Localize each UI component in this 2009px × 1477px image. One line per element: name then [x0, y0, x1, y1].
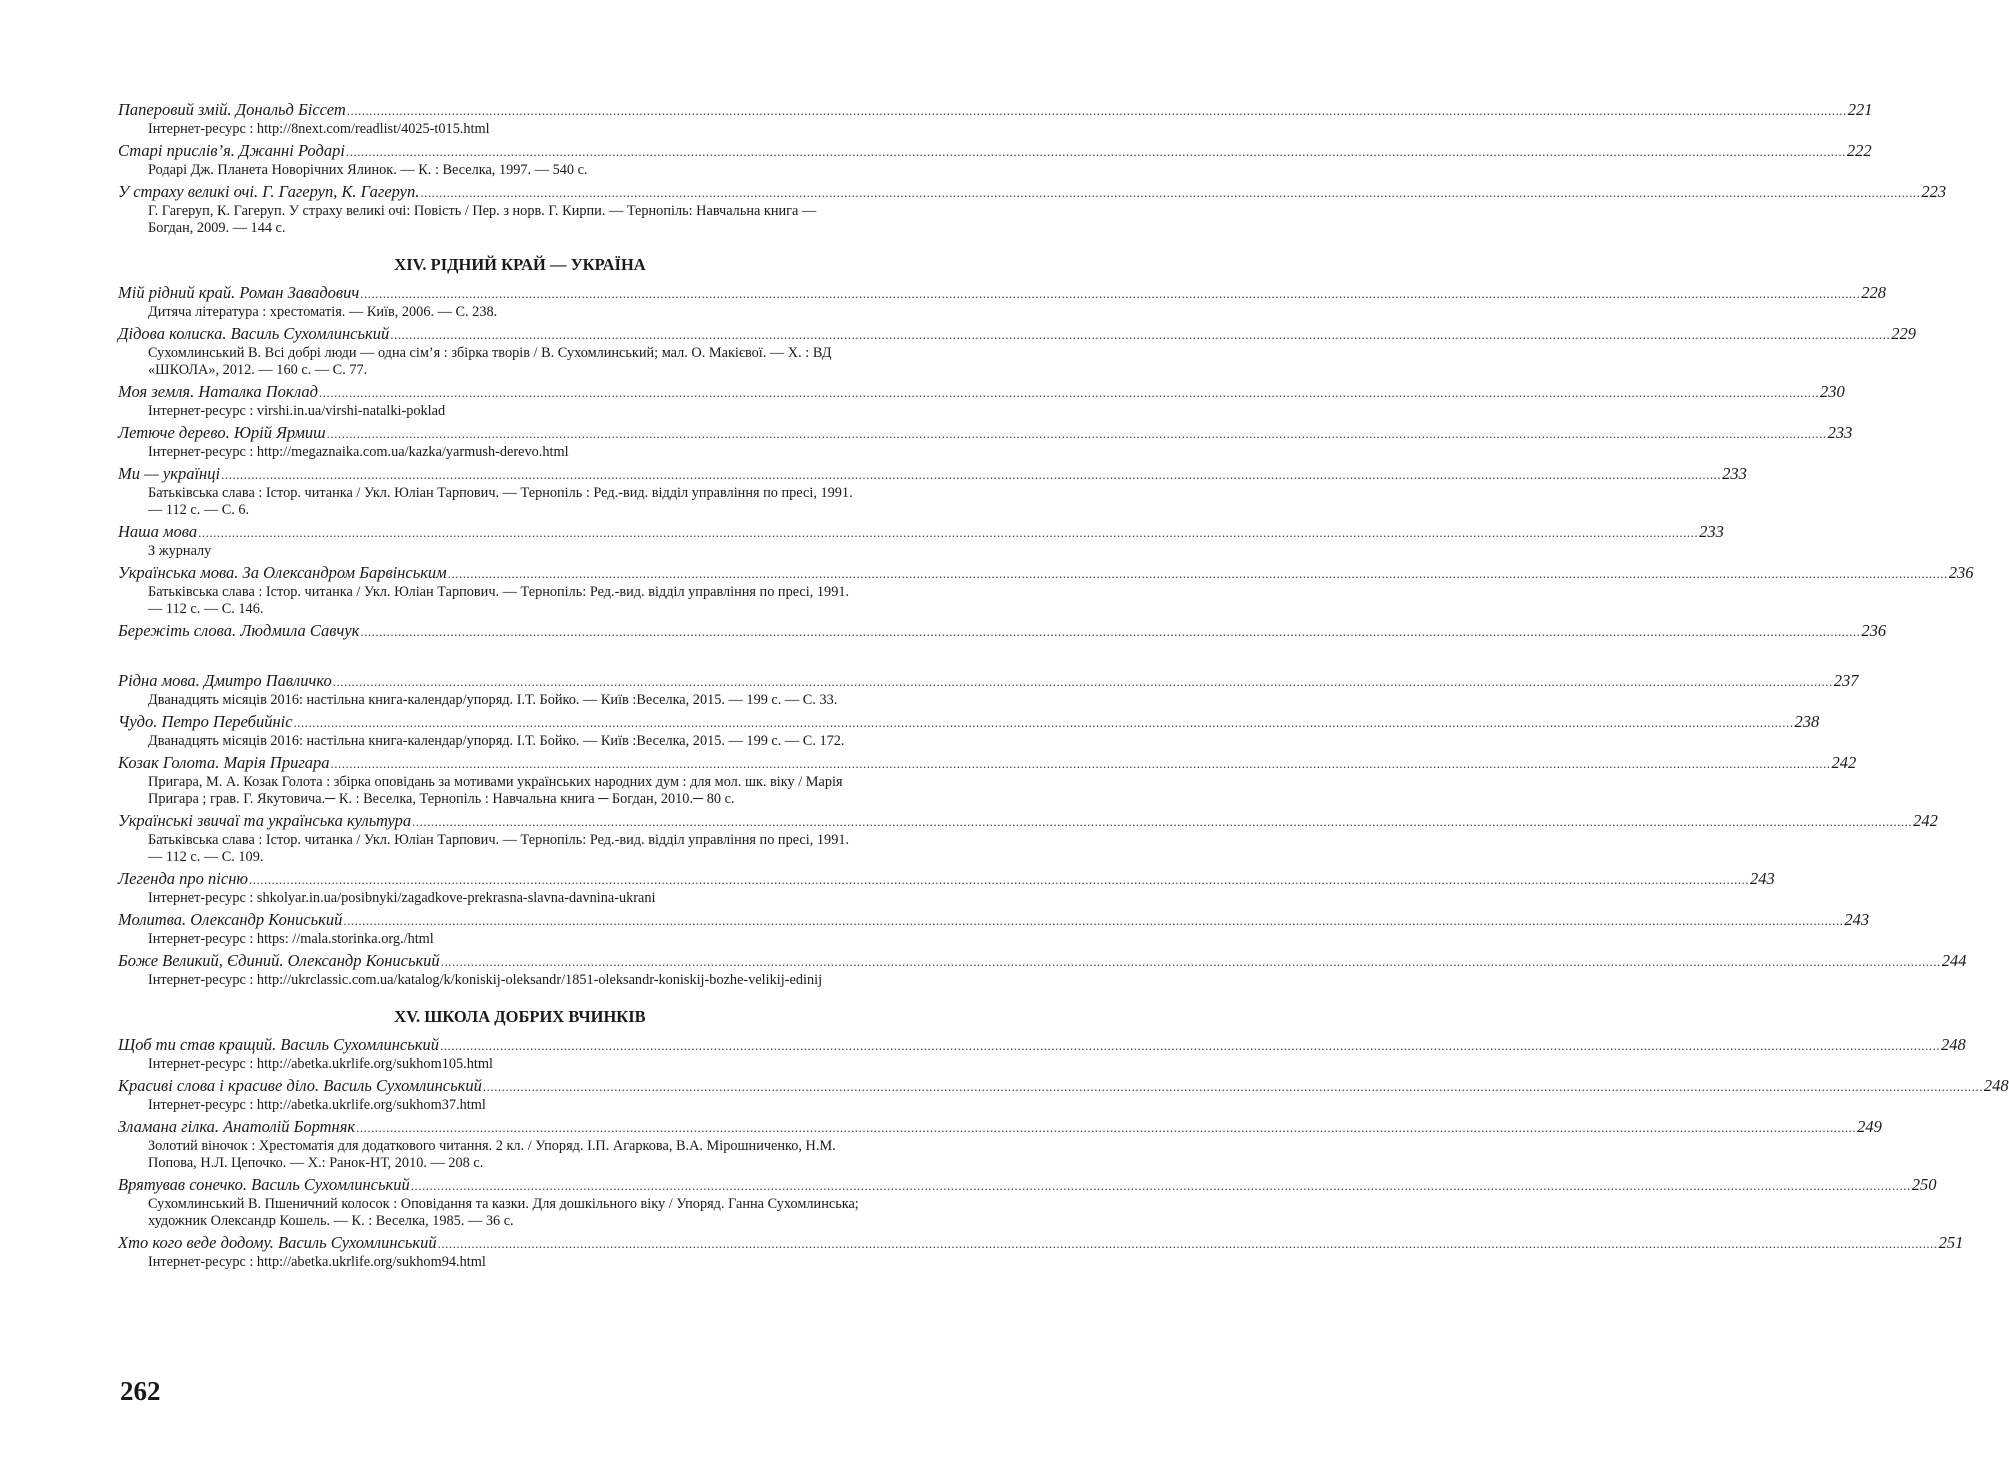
dot-leader: ................................................................................................................................................................................................................................................................................................................................................................................................................ — [410, 1178, 1911, 1193]
entry-title: У страху великі очі. Г. Гагеруп, К. Гагеруп. — [118, 182, 420, 201]
entry-page: 249 — [1857, 1117, 1882, 1136]
dot-leader: ................................................................................................................................................................................................................................................................................................................................................................................................................ — [346, 103, 1847, 118]
toc-entry-heading — [118, 951, 1967, 972]
toc-entry-heading — [118, 1035, 1966, 1056]
toc-entry-heading — [118, 1175, 1937, 1196]
entry-title: Дідова колиска. Василь Сухомлинський — [118, 324, 390, 343]
toc-entry — [118, 951, 1967, 989]
entry-source: Батьківська слава : Істор. читанка / Укл. Юліан Тарпович. — Тернопіль: Ред.-вид. відділ управління по пресі, 1991. — 112 с. — С. 109. — [148, 832, 850, 865]
entry-page: 228 — [1861, 283, 1886, 302]
entry-title: Хто кого веде додому. Василь Сухомлинський — [118, 1233, 437, 1252]
dot-leader: ................................................................................................................................................................................................................................................................................................................................................................................................................ — [440, 954, 1941, 969]
entry-title: Українська мова. За Олександром Барвінським — [118, 563, 447, 582]
dot-leader: ................................................................................................................................................................................................................................................................................................................................................................................................................ — [356, 1120, 1857, 1135]
entry-source: Сухомлинський В. Всі добрі люди — одна сім’я : збірка творів / В. Сухомлинський; мал. О. Макієвої. — Х. : ВД «ШКОЛА», 2012. — 160 с. — С. 77. — [148, 345, 832, 378]
entry-title: Моя земля. Наталка Поклад — [118, 382, 318, 401]
toc-entry — [118, 563, 1974, 618]
toc-entry-heading — [118, 522, 1724, 543]
dot-leader: ................................................................................................................................................................................................................................................................................................................................................................................................................ — [437, 1236, 1938, 1251]
entry-source: Пригара, М. А. Козак Голота : збірка оповідань за мотивами українських народних дум : для мол. шк. віку / Марія Пригара ; грав. Г. Якутовича.─ К. : Веселка, Тернопіль : Навчальна книга ─ Богдан, 2010.─ 80 с. — [148, 774, 843, 807]
toc-entry-heading — [118, 141, 1872, 162]
toc-entry-heading — [118, 621, 1887, 642]
entry-title: Красиві слова і красиве діло. Василь Сухомлинський — [118, 1076, 482, 1095]
entry-page: 236 — [1948, 563, 1974, 582]
entry-title: Щоб ти став кращий. Василь Сухомлинський — [118, 1035, 439, 1054]
dot-leader: ................................................................................................................................................................................................................................................................................................................................................................................................................ — [345, 144, 1846, 159]
entry-page: 250 — [1911, 1175, 1937, 1194]
toc-entry-heading — [118, 1117, 1882, 1138]
toc-entry — [118, 621, 1887, 642]
entry-title: Чудо. Петро Перебийніс — [118, 712, 293, 731]
dot-leader: ................................................................................................................................................................................................................................................................................................................................................................................................................ — [360, 286, 1861, 301]
entry-source: Дитяча література : хрестоматія. — Київ, 2006. — С. 238. — [148, 304, 498, 320]
toc-entry — [118, 141, 1872, 179]
entry-source: Золотий віночок : Хрестоматія для додаткового читання. 2 кл. / Упоряд. І.П. Агаркова, В.А. Мірошниченко, Н.М. Попова, Н.Л. Цепочко. — Х.: Ранок-НТ, 2010. — 208 с. — [148, 1138, 836, 1171]
toc-entry — [118, 753, 1857, 808]
toc-entry-heading — [118, 753, 1857, 774]
entry-source: Сухомлинський В. Пшеничний колосок : Оповідання та казки. Для дошкільного віку / Упоряд. Ганна Сухомлинська; художник Олександр Кошель. — К. : Веселка, 1985. — 36 с. — [148, 1196, 859, 1229]
toc-entry — [118, 910, 1870, 948]
toc-entry — [118, 283, 1886, 321]
dot-leader: ................................................................................................................................................................................................................................................................................................................................................................................................................ — [332, 674, 1833, 689]
entry-title: Козак Голота. Марія Пригара — [118, 753, 330, 772]
entry-title: Старі прислів’я. Джанні Родарі — [118, 141, 345, 160]
toc-entry — [118, 522, 1724, 560]
dot-leader: ................................................................................................................................................................................................................................................................................................................................................................................................................ — [330, 756, 1831, 771]
toc-entry — [118, 382, 1845, 420]
entry-page: 233 — [1699, 522, 1724, 541]
entry-source: Г. Гагеруп, К. Гагеруп. У страху великі очі: Повість / Пер. з норв. Г. Кирпи. — Тернопіль: Навчальна книга — Богдан, 2009. — 144 с. — [148, 203, 817, 236]
dot-leader: ................................................................................................................................................................................................................................................................................................................................................................................................................ — [326, 426, 1827, 441]
toc-entry-heading — [118, 324, 1916, 345]
entry-title: Рідна мова. Дмитро Павличко — [118, 671, 332, 690]
toc-entry-heading — [118, 563, 1974, 584]
entry-source: Інтернет-ресурс : http://ukrclassic.com.ua/katalog/k/koniskij-oleksandr/1851-oleksandr-koniskij-bozhe-velikij-edinij — [148, 972, 823, 988]
entry-title: Зламана гілка. Анатолій Бортняк — [118, 1117, 356, 1136]
dot-leader: ................................................................................................................................................................................................................................................................................................................................................................................................................ — [318, 385, 1819, 400]
entry-source: Батьківська слава : Істор. читанка / Укл. Юліан Тарпович. — Тернопіль : Ред.-вид. відділ управління по пресі, 1991. — 112 с. — С. 6. — [148, 485, 853, 518]
toc-entry-heading — [118, 1076, 2009, 1097]
toc-entry-heading — [118, 712, 1820, 733]
entry-title: Мій рідний край. Роман Завадович — [118, 283, 360, 302]
toc-entry — [118, 1076, 2009, 1114]
toc-entry-heading — [118, 869, 1775, 890]
section-heading: XIV. РІДНИЙ КРАЙ — УКРАЇНА — [394, 255, 646, 274]
entry-title: Наша мова — [118, 522, 198, 541]
entry-page: 229 — [1891, 324, 1916, 343]
toc-entry — [118, 869, 1775, 907]
entry-title: Паперовий змій. Дональд Біссет — [118, 100, 346, 119]
entry-source: Інтернет-ресурс : http://8next.com/readlist/4025-t015.html — [148, 121, 490, 137]
entry-title: Легенда про пісню — [118, 869, 249, 888]
entry-page: 233 — [1827, 423, 1853, 442]
entry-page: 243 — [1844, 910, 1870, 929]
toc-entry — [118, 671, 1859, 709]
entry-source: Батьківська слава : Істор. читанка / Укл. Юліан Тарпович. — Тернопіль: Ред.-вид. відділ управління по пресі, 1991. — 112 с. — С. 146. — [148, 584, 850, 617]
entry-title: Летюче дерево. Юрій Ярмиш — [118, 423, 326, 442]
toc-entry — [118, 100, 1873, 138]
toc-entry-heading — [118, 100, 1873, 121]
entry-source: Дванадцять місяців 2016: настільна книга-календар/упоряд. І.Т. Бойко. — Київ :Веселка, 2015. — 199 с. — С. 33. — [148, 692, 838, 708]
group-spacer — [118, 645, 922, 671]
dot-leader: ................................................................................................................................................................................................................................................................................................................................................................................................................ — [293, 715, 1794, 730]
entry-source: Інтернет-ресурс : shkolyar.in.ua/posibnyki/zagadkove-prekrasna-slavna-davnina-ukrani — [148, 890, 656, 906]
entry-title: Українські звичаї та українська культура — [118, 811, 412, 830]
entry-page: 244 — [1941, 951, 1967, 970]
section-heading: XV. ШКОЛА ДОБРИХ ВЧИНКІВ — [394, 1007, 646, 1026]
entry-source: Інтернет-ресурс : http://megaznaika.com.ua/kazka/yarmush-derevo.html — [148, 444, 569, 460]
entry-source: Інтернет-ресурс : http://abetka.ukrlife.org/sukhom94.html — [148, 1254, 486, 1270]
entry-title: Бережіть слова. Людмила Савчук — [118, 621, 360, 640]
entry-source: Дванадцять місяців 2016: настільна книга-календар/упоряд. І.Т. Бойко. — Київ :Веселка, 2015. — 199 с. — С. 172. — [148, 733, 845, 749]
toc-entry — [118, 1117, 1882, 1172]
toc-entry — [118, 464, 1747, 519]
entry-page: 242 — [1831, 753, 1857, 772]
toc-entry — [118, 712, 1820, 750]
dot-leader: ................................................................................................................................................................................................................................................................................................................................................................................................................ — [390, 327, 1891, 342]
table-of-contents — [118, 100, 2009, 1274]
toc-entry — [118, 423, 1853, 461]
entry-page: 233 — [1722, 464, 1747, 483]
toc-entry — [118, 811, 1938, 866]
entry-page: 248 — [1940, 1035, 1966, 1054]
entry-source: Родарі Дж. Планета Новорічних Ялинок. — К. : Веселка, 1997. — 540 с. — [148, 162, 588, 178]
dot-leader: ................................................................................................................................................................................................................................................................................................................................................................................................................ — [412, 814, 1913, 829]
toc-entry — [118, 1035, 1966, 1073]
toc-entry — [118, 182, 1947, 237]
entry-page: 221 — [1847, 100, 1873, 119]
entry-page: 223 — [1921, 182, 1947, 201]
toc-entry — [118, 324, 1916, 379]
toc-entry-heading — [118, 811, 1938, 832]
toc-entry-heading — [118, 464, 1747, 485]
dot-leader: ................................................................................................................................................................................................................................................................................................................................................................................................................ — [198, 525, 1699, 540]
toc-entry-heading — [118, 1233, 1964, 1254]
entry-page: 237 — [1833, 671, 1859, 690]
entry-page: 251 — [1938, 1233, 1964, 1252]
toc-entry-heading — [118, 382, 1845, 403]
entry-title: Ми — українці — [118, 464, 221, 483]
entry-source: З журналу — [148, 543, 212, 559]
dot-leader: ................................................................................................................................................................................................................................................................................................................................................................................................................ — [482, 1079, 1983, 1094]
entry-page: 230 — [1819, 382, 1845, 401]
entry-source: Інтернет-ресурс : virshi.in.ua/virshi-natalki-poklad — [148, 403, 446, 419]
entry-page: 238 — [1794, 712, 1820, 731]
toc-entry-heading — [118, 182, 1947, 203]
toc-entry — [118, 1233, 1964, 1271]
entry-page: 243 — [1750, 869, 1775, 888]
dot-leader: ................................................................................................................................................................................................................................................................................................................................................................................................................ — [360, 624, 1861, 639]
entry-title: Врятував сонечко. Василь Сухомлинський — [118, 1175, 410, 1194]
page-number: 262 — [120, 1376, 161, 1406]
dot-leader: ................................................................................................................................................................................................................................................................................................................................................................................................................ — [249, 872, 1750, 887]
entry-page: 248 — [1983, 1076, 2009, 1095]
entry-source: Інтернет-ресурс : https: //mala.storinka.org./html — [148, 931, 434, 947]
toc-entry-heading — [118, 910, 1870, 931]
toc-entry-heading — [118, 671, 1859, 692]
entry-source: Інтернет-ресурс : http://abetka.ukrlife.org/sukhom37.html — [148, 1097, 486, 1113]
entry-title: Боже Великий, Єдиний. Олександр Кониський — [118, 951, 440, 970]
entry-page: 242 — [1913, 811, 1938, 830]
dot-leader: ................................................................................................................................................................................................................................................................................................................................................................................................................ — [439, 1038, 1940, 1053]
toc-entry — [118, 1175, 1937, 1230]
dot-leader: ................................................................................................................................................................................................................................................................................................................................................................................................................ — [420, 185, 1921, 200]
entry-source: Інтернет-ресурс : http://abetka.ukrlife.org/sukhom105.html — [148, 1056, 493, 1072]
toc-entry-heading — [118, 423, 1853, 444]
dot-leader: ................................................................................................................................................................................................................................................................................................................................................................................................................ — [343, 913, 1844, 928]
dot-leader: ................................................................................................................................................................................................................................................................................................................................................................................................................ — [221, 467, 1722, 482]
entry-title: Молитва. Олександр Кониський — [118, 910, 343, 929]
dot-leader: ................................................................................................................................................................................................................................................................................................................................................................................................................ — [447, 566, 1948, 581]
toc-entry-heading — [118, 283, 1886, 304]
entry-page: 236 — [1861, 621, 1887, 640]
entry-page: 222 — [1846, 141, 1872, 160]
